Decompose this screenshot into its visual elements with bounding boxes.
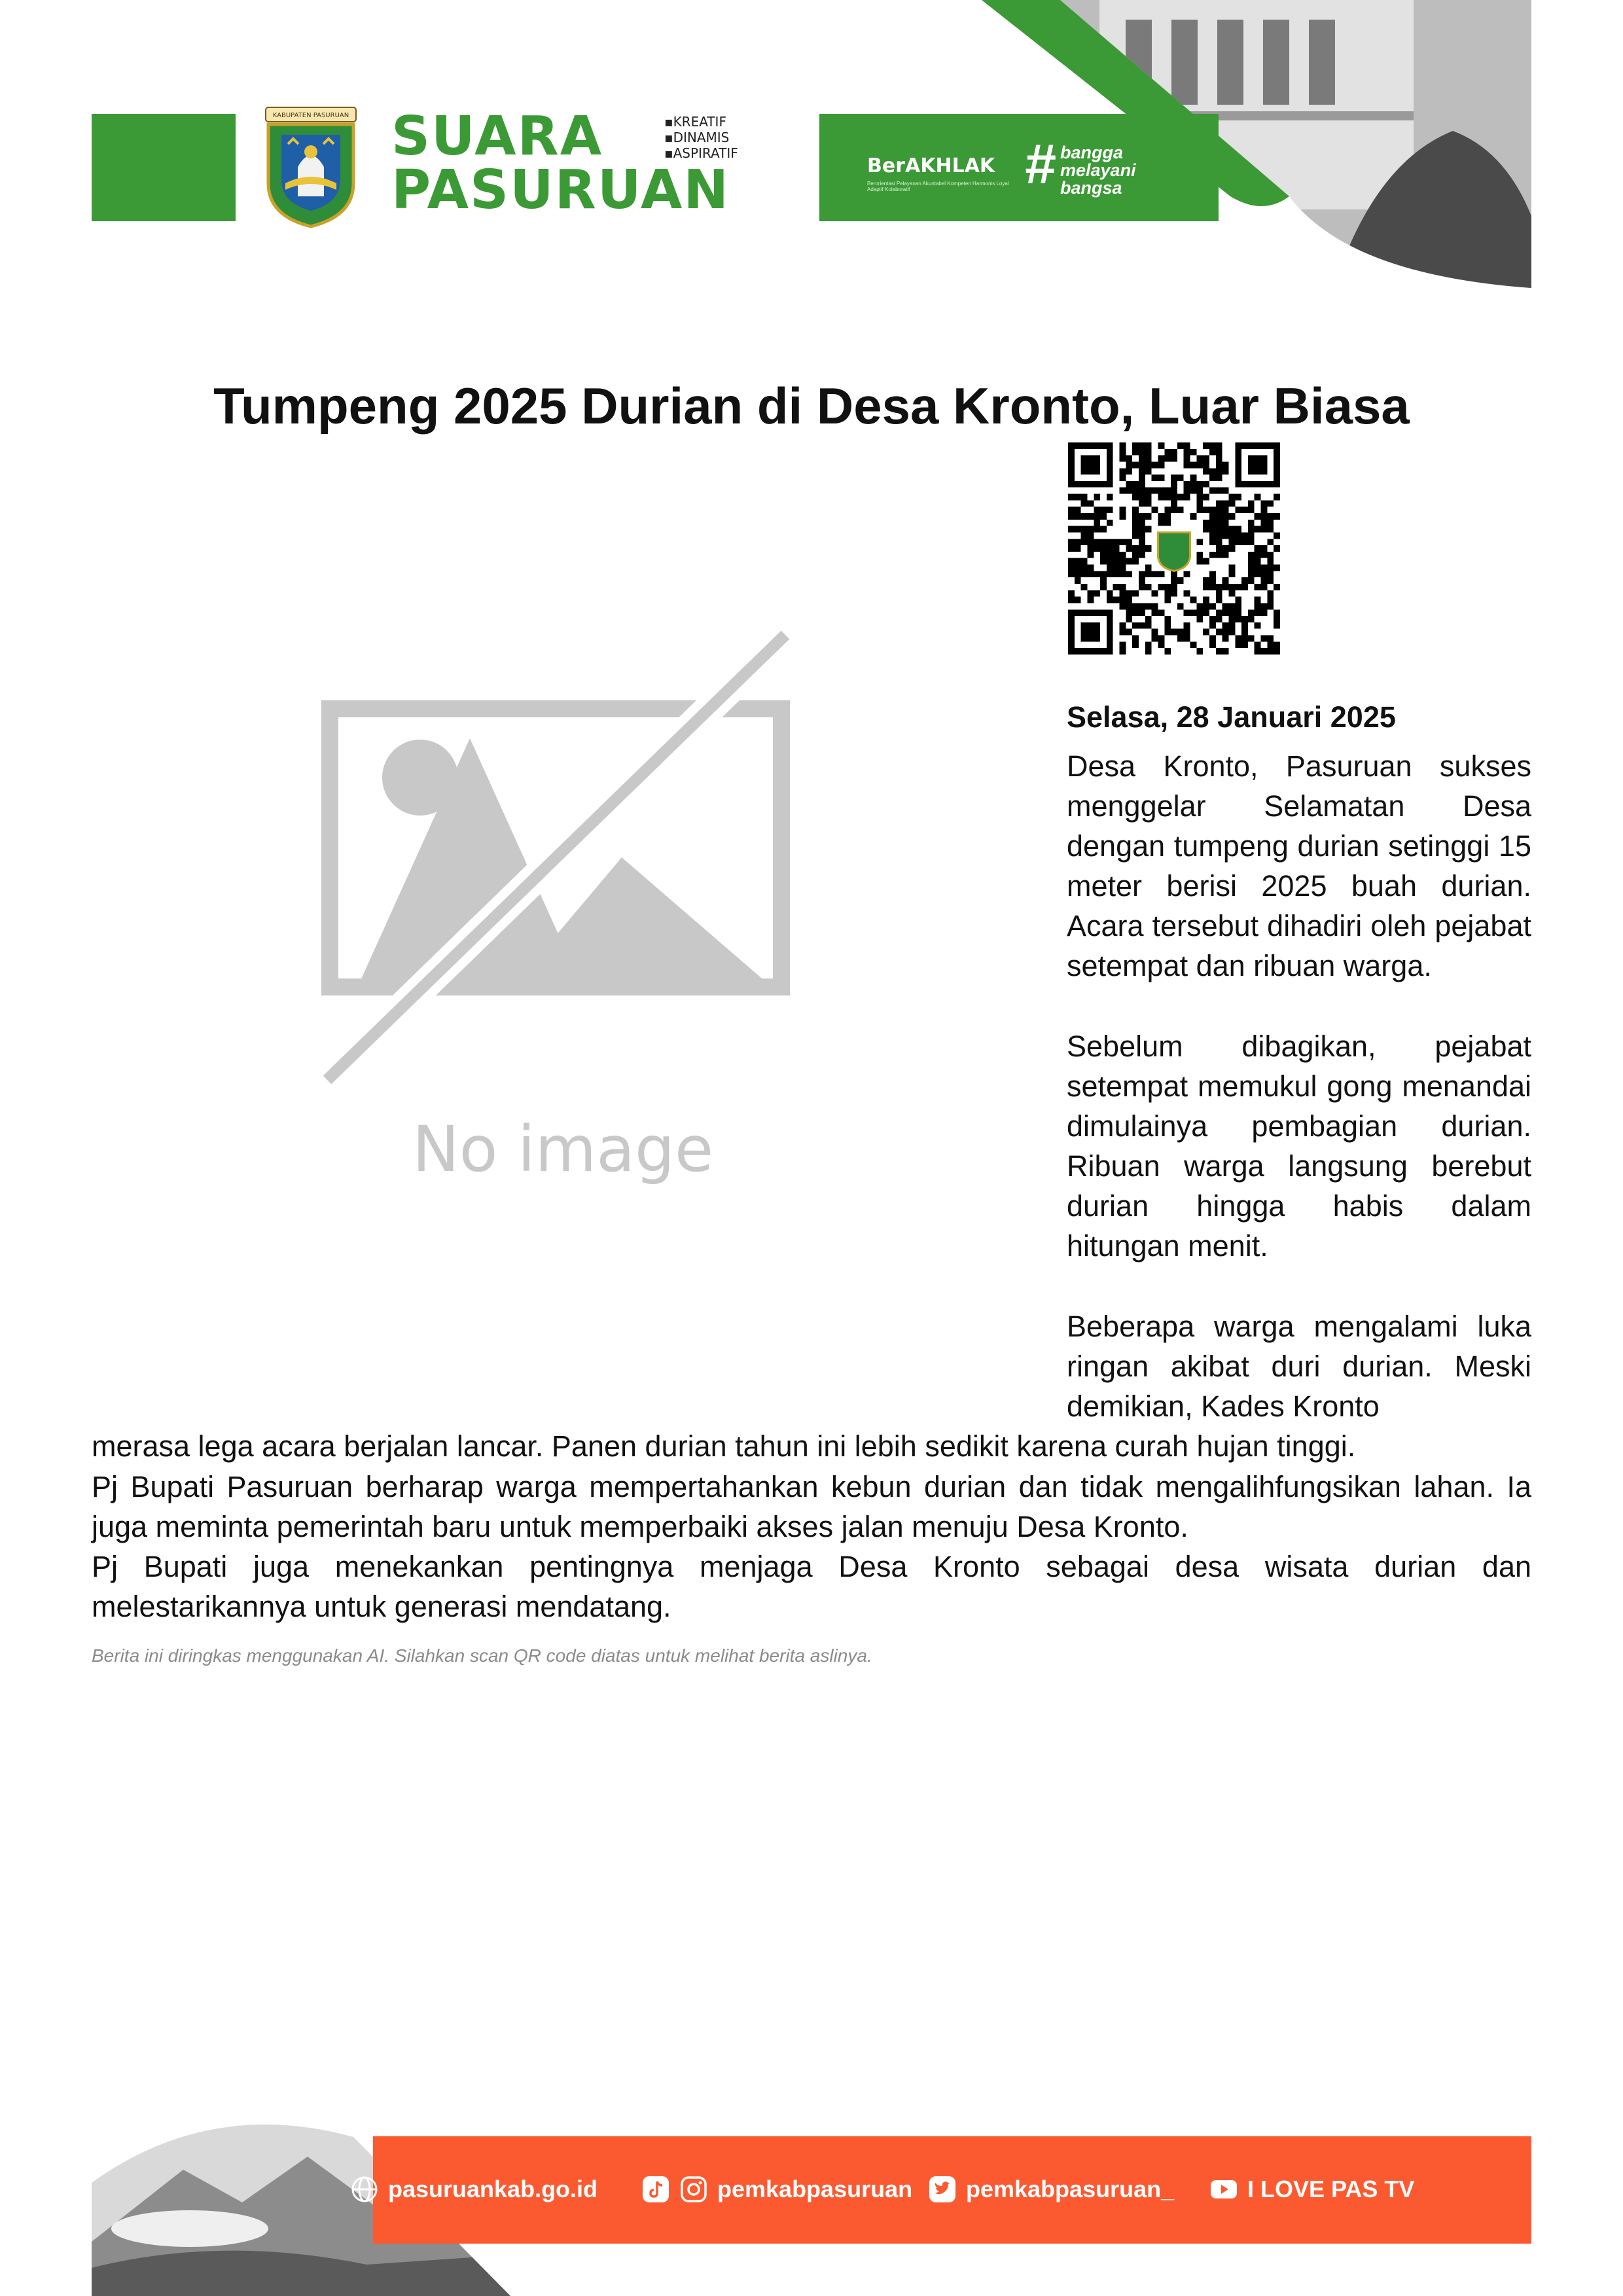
- header-green-bar-left: [92, 114, 236, 221]
- berakhlak-subtitle: Berorientasi Pelayanan Akuntabel Kompeten Harmonis Loyal Adaptif Kolaboratif: [867, 181, 1009, 192]
- footer-youtube-text: I LOVE PAS TV: [1247, 2176, 1415, 2202]
- brand-line-1: SUARA: [391, 105, 603, 168]
- bangga-melayani-logo: [1060, 144, 1136, 197]
- twitter-icon: [928, 2175, 957, 2204]
- bangga-line: bangga: [1060, 143, 1124, 162]
- bangga-line: melayani: [1060, 160, 1136, 180]
- bangga-line: bangsa: [1060, 178, 1122, 198]
- ai-disclaimer: Berita ini diringkas menggunakan AI. Silahkan scan QR code diatas untuk melihat berita aslinya.: [92, 1645, 872, 1666]
- footer-youtube-link[interactable]: [1209, 2173, 1414, 2206]
- brand-line-2: PASURUAN: [391, 159, 730, 221]
- article-date: Selasa, 28 Januari 2025: [1067, 700, 1396, 734]
- pasuruan-crest-logo: [262, 105, 360, 229]
- article-title: Tumpeng 2025 Durian di Desa Kronto, Luar Biasa: [213, 377, 1410, 435]
- tagline-item: ▪ ASPIRATIF: [664, 145, 738, 161]
- article-paragraph: Desa Kronto, Pasuruan sukses menggelar Selamatan Desa dengan tumpeng durian setinggi 15 meter berisi 2025 buah durian. Acara tersebut dihadiri oleh pejabat setempat dan ribuan warga.: [1067, 749, 1531, 982]
- tiktok-icon: [641, 2175, 670, 2204]
- bangga-hash-mark: #: [1024, 133, 1056, 196]
- globe-icon: [350, 2175, 379, 2204]
- article-paragraph: Pj Bupati Pasuruan berharap warga mempertahankan kebun durian dan tidak mengalihfungsikan lahan. Ia juga meminta pemerintah baru untuk memperbaiki akses jalan menuju Desa Kronto.: [92, 1470, 1531, 1543]
- footer-website-text: pasuruankab.go.id: [388, 2176, 598, 2202]
- image-placeholder-icon: [321, 622, 805, 1198]
- footer-tiktok-instagram-link[interactable]: [641, 2173, 912, 2206]
- article-paragraph-continued: merasa lega acara berjalan lancar. Panen durian tahun ini lebih sedikit karena curah hujan tinggi.: [92, 1429, 1356, 1463]
- qr-code-icon[interactable]: [1068, 442, 1280, 655]
- instagram-icon: [679, 2175, 708, 2204]
- brand-tagline: [664, 114, 738, 161]
- tagline-item: ▪ DINAMIS: [664, 130, 738, 145]
- article-paragraph: Pj Bupati juga menekankan pentingnya menjaga Desa Kronto sebagai desa wisata durian dan melestarikannya untuk generasi mendatang.: [92, 1550, 1531, 1623]
- tagline-item: ▪ KREATIF: [664, 114, 738, 130]
- footer-twitter-link[interactable]: [928, 2173, 1174, 2206]
- article-paragraph: Sebelum dibagikan, pejabat setempat memukul gong menandai dimulainya pembagian durian. Ribuan warga langsung berebut durian hingga habis dalam hitungan menit.: [1067, 1030, 1531, 1263]
- no-image-label: No image: [412, 1113, 714, 1186]
- article-paragraph: Beberapa warga mengalami luka ringan akibat duri durian. Meski demikian, Kades Kronto: [1067, 1310, 1531, 1423]
- berakhlak-logo: BerAKHLAK: [867, 154, 995, 177]
- crest-banner-text: KABUPATEN PASURUAN: [272, 112, 349, 119]
- footer-instagram-text: pemkabpasuruan: [717, 2176, 913, 2202]
- footer-website-link[interactable]: [350, 2173, 597, 2206]
- youtube-icon: [1209, 2175, 1238, 2204]
- footer-twitter-text: pemkabpasuruan_: [966, 2176, 1175, 2202]
